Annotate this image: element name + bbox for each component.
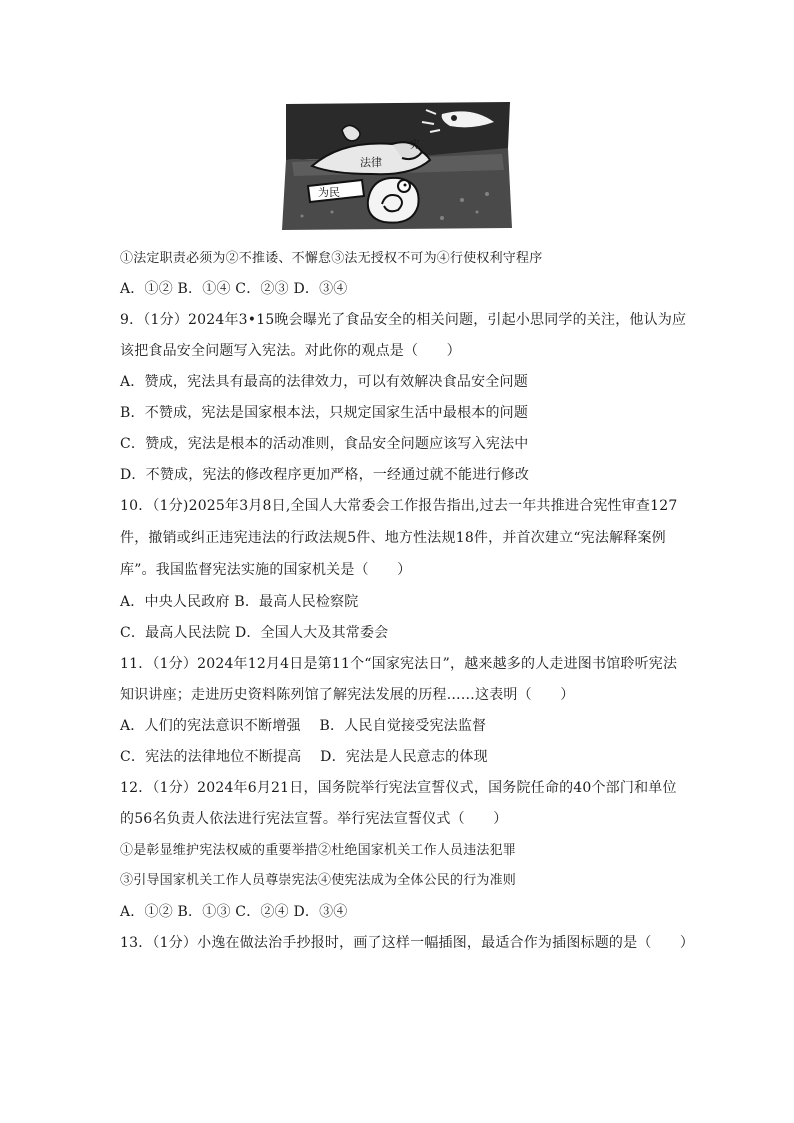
q8-answer-choices: A．①② B．①④ C．②③ D．③④ [120, 281, 348, 297]
options-statement-line: ①法定职责必须为②不推诿、不懈怠③法无授权不可为④行使权利守程序 [120, 251, 543, 266]
q9-option-a: A．赞成，宪法具有最高的法律效力，可以有效解决食品安全问题 [120, 374, 528, 390]
q10-stem-line-1: 10．（1分)2025年3月8日,全国人大常委会工作报告指出,过去一年共推进合宪性审查127 [120, 498, 678, 514]
cartoon-illustration [272, 100, 518, 234]
q11-options-cd: C．宪法的法律地位不断提高 D．宪法是人民意志的体现 [120, 749, 488, 765]
q12-statements-line-1: ①是彰显维护宪法权威的重要举措②杜绝国家机关工作人员违法犯罪 [120, 843, 517, 858]
tag-text: 为民 [318, 186, 340, 199]
q9-option-b: B．不赞成，宪法是国家根本法，只规定国家生活中最根本的问题 [120, 405, 529, 421]
q10-stem-line-3: 库”。我国监督宪法实施的国家机关是（ ） [120, 562, 412, 578]
q11-stem-line-1: 11．（1分）2024年12月4日是第11个“国家宪法日”，越来越多的人走进图书馆聆听宪法 [120, 656, 678, 672]
q9-option-d: D．不赞成，宪法的修改程序更加严格，一经通过就不能进行修改 [120, 467, 530, 483]
q11-stem-line-2: 知识讲座；走进历史资料陈列馆了解宪法发展的历程……这表明（ ） [120, 687, 575, 703]
sign-text: 宪 [410, 140, 420, 151]
q12-stem-line-1: 12．（1分）2024年6月21日，国务院举行宪法宣誓仪式，国务院任命的40个部门和单位 [120, 780, 677, 796]
q9-stem-line-1: 9．（1分）2024年3•15晚会曝光了食品安全的相关问题，引起小思同学的关注，他认为应 [120, 312, 687, 328]
q13-stem: 13．（1分）小逸在做法治手抄报时，画了这样一幅插图，最适合作为插图标题的是（ ） [120, 935, 695, 951]
scroll-text: 法律 [360, 156, 382, 169]
q10-options-cd: C．最高人民法院 D．全国人大及其常委会 [120, 625, 389, 641]
q11-options-ab: A．人们的宪法意识不断增强 B．人民自觉接受宪法监督 [120, 718, 487, 734]
q10-stem-line-2: 件，撤销或纠正违宪违法的行政法规5件、地方性法规18件，并首次建立“宪法解释案例 [120, 530, 666, 546]
q12-statements-line-2: ③引导国家机关工作人员尊崇宪法④使宪法成为全体公民的行为准则 [120, 873, 517, 888]
q12-stem-line-2: 的56名负责人依法进行宪法宣誓。举行宪法宣誓仪式（ ） [120, 811, 508, 827]
q9-stem-line-2: 该把食品安全问题写入宪法。对此你的观点是（ ） [120, 343, 461, 359]
q10-options-ab: A．中央人民政府 B．最高人民检察院 [120, 594, 359, 610]
q9-option-c: C．赞成，宪法是根本的活动准则，食品安全问题应该写入宪法中 [120, 436, 529, 452]
q12-answer-choices: A．①② B．①③ C．②④ D．③④ [120, 904, 348, 920]
